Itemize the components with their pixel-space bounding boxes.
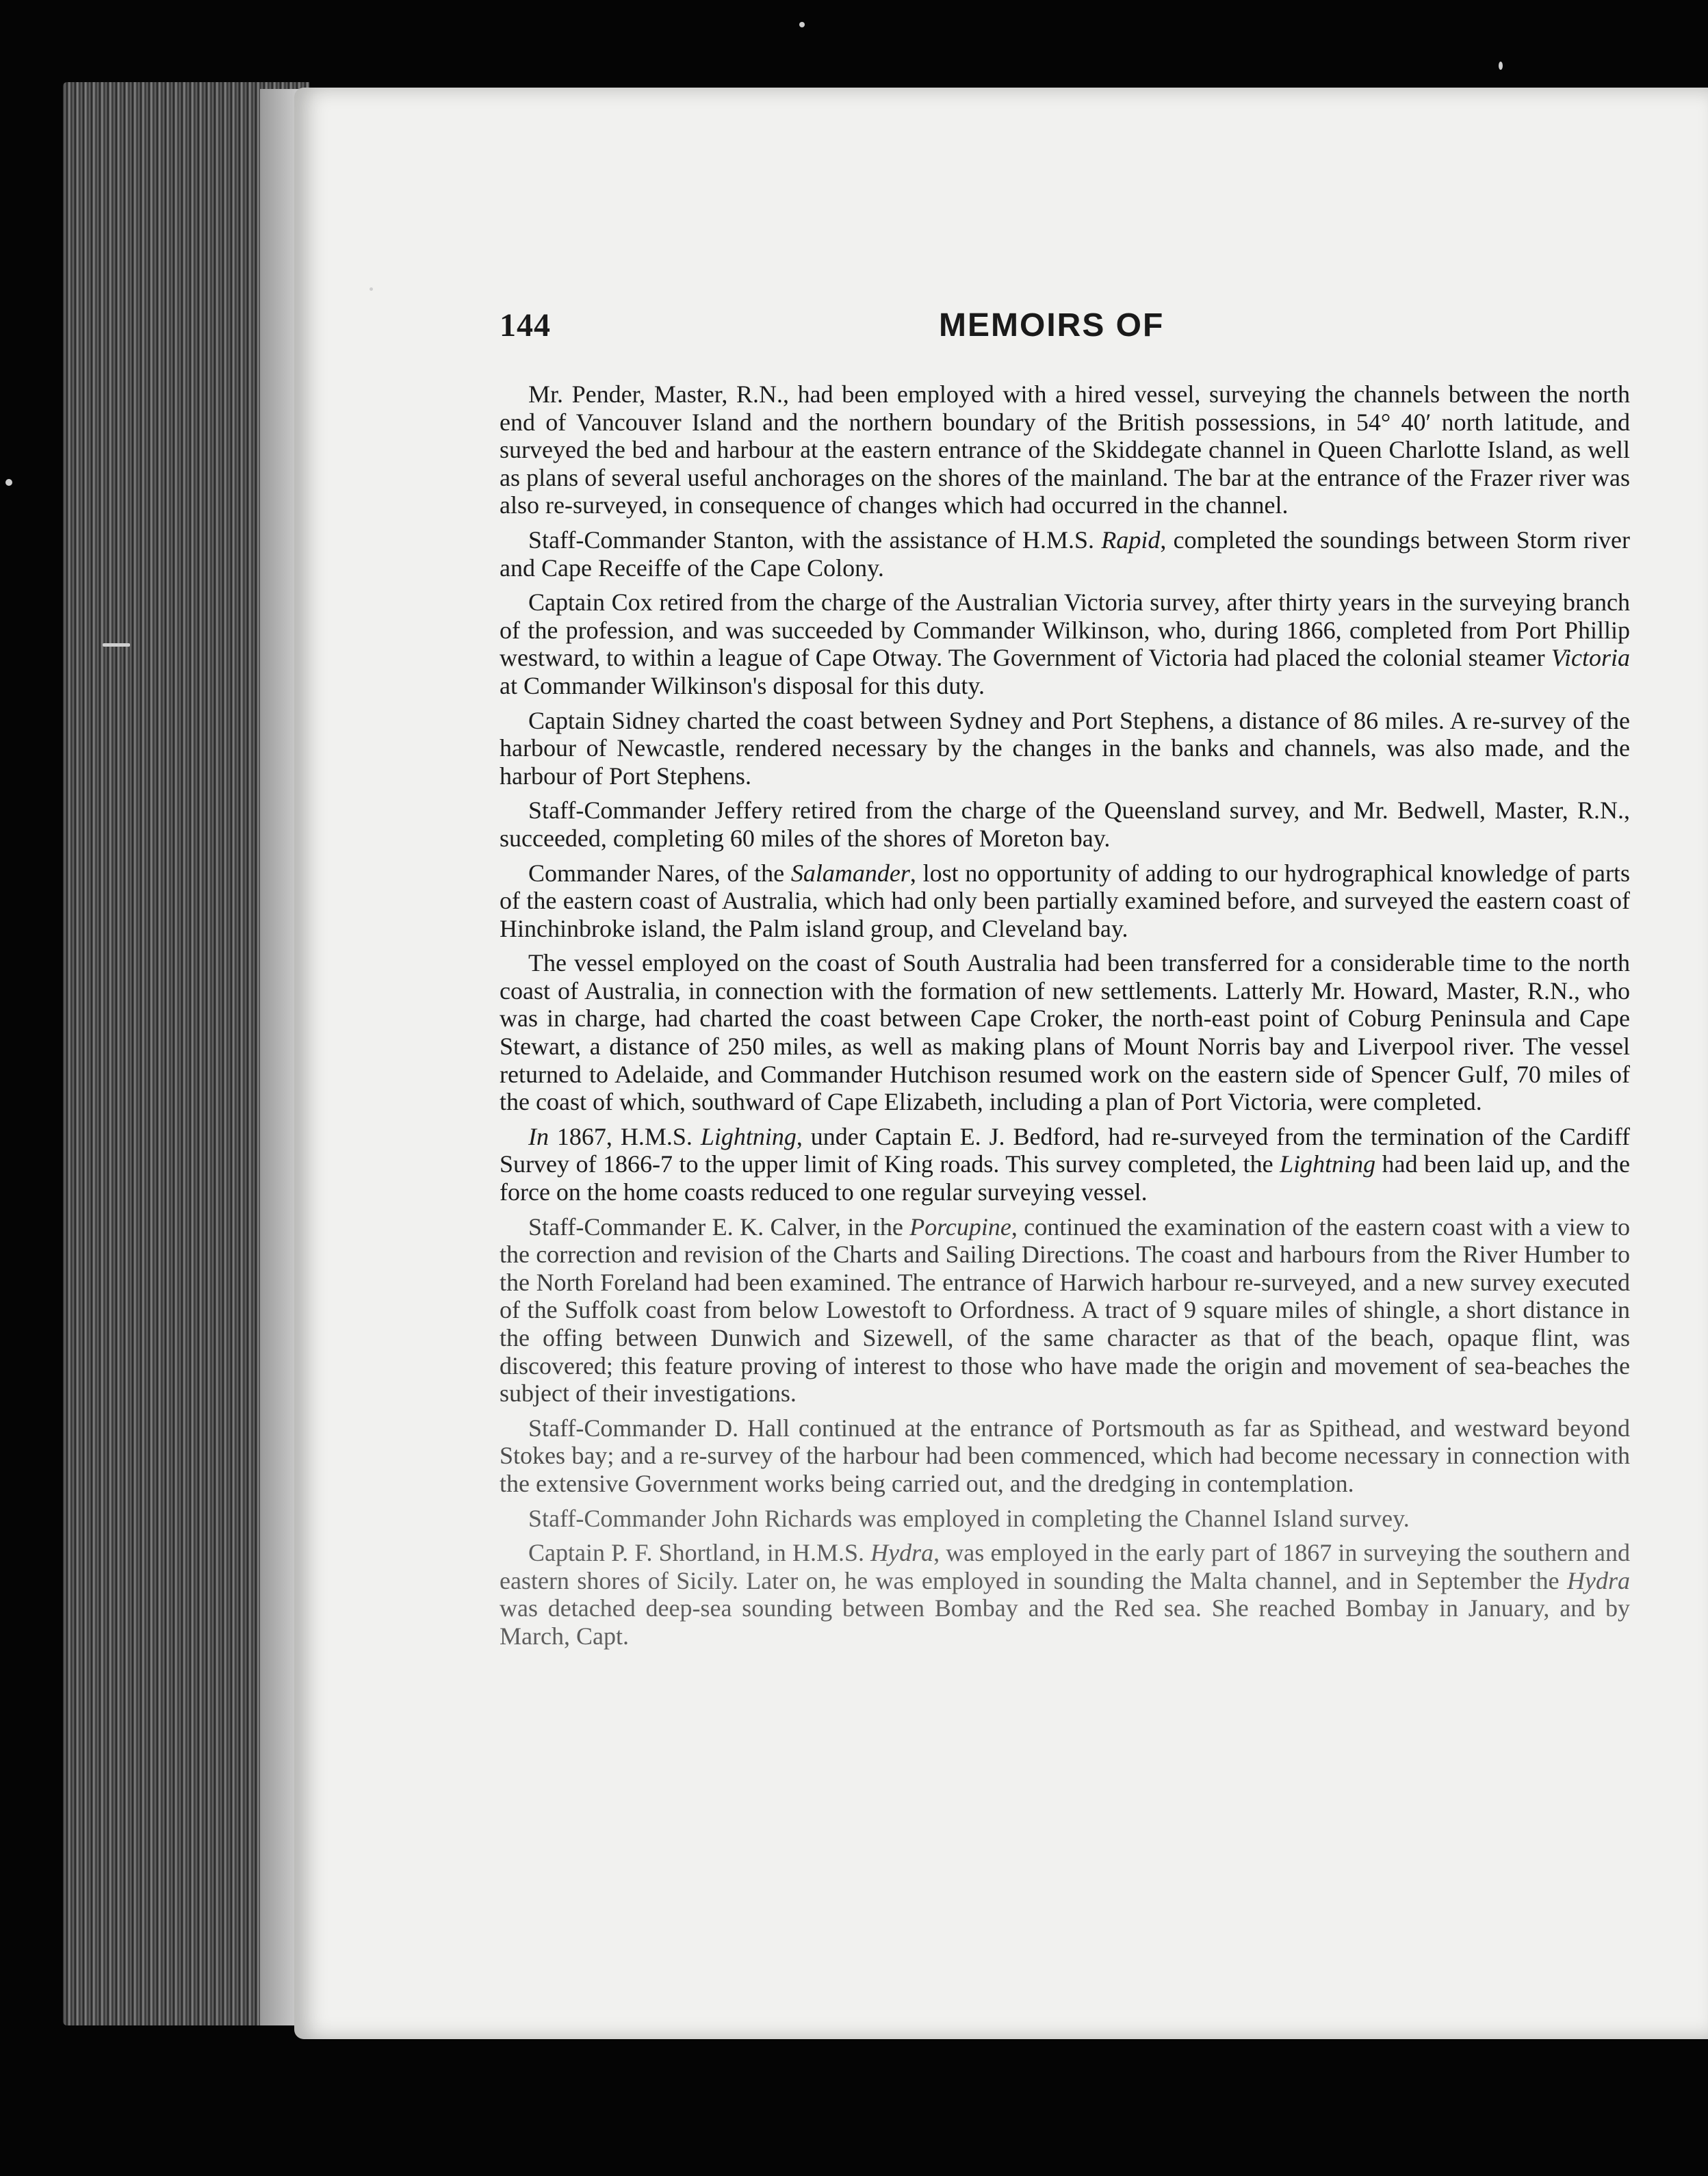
text-segment: , lost no opportunity of adding to our hydrographical knowledge of parts of the eastern coast of Australia, which had only been partially examined before, and surveyed the eastern coast of Hinchinbroke island, the Palm island group, and Cleveland bay. bbox=[500, 859, 1630, 942]
text-segment: Captain P. F. Shortland, in H.M.S. bbox=[528, 1539, 871, 1567]
text-segment: 1867, H.M.S. bbox=[549, 1122, 701, 1150]
italic-text: Porcupine bbox=[909, 1213, 1011, 1241]
dust-speck bbox=[1499, 62, 1503, 70]
italic-text: Rapid bbox=[1101, 526, 1161, 554]
text-segment: Staff-Commander D. Hall continued at the entrance of Portsmouth as far as Spithead, and westward beyond Stokes bay; and a re-survey of the harbour had been commenced, which had become necessary in connection with the extensive Government works being carried out, and the dredging in contemplation. bbox=[500, 1414, 1630, 1497]
text-segment: , completed the soundings between Storm river and Cape Receiffe of the Cape Colony. bbox=[500, 526, 1630, 582]
italic-text: In bbox=[528, 1122, 549, 1150]
italic-text: Hydra bbox=[870, 1539, 934, 1567]
paragraph bbox=[500, 1505, 1630, 1533]
paragraph bbox=[500, 1123, 1630, 1206]
text-segment: had been laid up, and the force on the home coasts reduced to one regular surveying vessel. bbox=[500, 1150, 1630, 1206]
text-segment: , continued the examination of the eastern coast with a view to the correction and revision of the Charts and Sailing Directions. The coast and harbours from the River Humber to the North Foreland had been examined. The entrance of Harwich harbour re-surveyed, and a new survey executed of the Suffolk coast from below Lowestoft to Orfordness. A tract of 9 square miles of shingle, a short distance in the offing between Dunwich and Sizewell, of the same character as that of the beach, opaque flint, was discovered; this feature proving of interest to those who have made the origin and movement of sea-beaches the subject of their investigations. bbox=[500, 1213, 1630, 1408]
text-segment: , under Captain E. J. Bedford, had re-surveyed from the termination of the Cardiff Survey of 1866-7 to the upper limit of King roads. This survey completed, the bbox=[500, 1122, 1630, 1178]
paragraph bbox=[500, 588, 1630, 699]
paragraph bbox=[500, 707, 1630, 790]
text-segment: Staff-Commander Stanton, with the assistance of H.M.S. bbox=[528, 526, 1102, 554]
running-head: MEMOIRS OF bbox=[939, 307, 1165, 344]
text-segment: at Commander Wilkinson's disposal for this duty. bbox=[500, 671, 985, 699]
text-segment: Staff-Commander E. K. Calver, in the bbox=[528, 1213, 910, 1241]
italic-text: Lightning bbox=[700, 1122, 797, 1150]
text-segment: Staff-Commander John Richards was employed in completing the Channel Island survey. bbox=[528, 1504, 1410, 1532]
paragraph bbox=[500, 859, 1630, 943]
page-number: 144 bbox=[500, 307, 551, 344]
paragraph bbox=[500, 380, 1630, 519]
italic-text: Lightning bbox=[1280, 1150, 1376, 1178]
dust-speck bbox=[103, 643, 130, 647]
dust-speck bbox=[5, 479, 12, 486]
text-segment: , was employed in the early part of 1867 in surveying the southern and eastern shores of Sicily. Later on, he was employed in sounding the Malta channel, and in September the bbox=[500, 1539, 1630, 1594]
text-segment: Mr. Pender, Master, R.N., had been employed with a hired vessel, surveying the channels between the north end of Vancouver Island and the northern boundary of the British possessions, in 54° 40′ north latitude, and surveyed the bed and harbour at the eastern entrance of the Skiddegate channel in Queen Charlotte Island, as well as plans of several useful anchorages on the shores of the mainland. The bar at the entrance of the Frazer river was also re-surveyed, in consequence of changes which had occurred in the channel. bbox=[500, 380, 1630, 519]
text-segment: Captain Cox retired from the charge of the Australian Victoria survey, after thirty years in the surveying branch of the profession, and was succeeded by Commander Wilkinson, who, during 1866, completed from Port Phillip westward, to within a league of Cape Otway. The Government of Victoria had placed the colonial steamer bbox=[500, 588, 1630, 672]
italic-text: Hydra bbox=[1567, 1566, 1630, 1594]
paragraph bbox=[500, 949, 1630, 1116]
text-segment: was detached deep-sea sounding between Bombay and the Red sea. She reached Bombay in January, and by March, Capt. bbox=[500, 1594, 1630, 1650]
body-text bbox=[500, 380, 1630, 1941]
text-segment: Commander Nares, of the bbox=[528, 859, 791, 887]
paragraph bbox=[500, 1539, 1630, 1650]
dust-speck bbox=[799, 22, 805, 27]
dust-speck bbox=[370, 287, 373, 291]
text-segment: The vessel employed on the coast of South Australia had been transferred for a considerable time to the north coast of Australia, in connection with the formation of new settlements. Latterly Mr. Howard, Master, R.N., who was in charge, had charted the coast between Cape Croker, the north-east point of Coburg Peninsula and Cape Stewart, a distance of 250 miles, as well as making plans of Mount Norris bay and Liverpool river. The vessel returned to Adelaide, and Commander Hutchison resumed work on the eastern side of Spencer Gulf, 70 miles of the coast of which, southward of Cape Elizabeth, including a plan of Port Victoria, were completed. bbox=[500, 949, 1630, 1116]
paragraph bbox=[500, 526, 1630, 582]
text-segment: Staff-Commander Jeffery retired from the charge of the Queensland survey, and Mr. Bedwell, Master, R.N., succeeded, completing 60 miles of the shores of Moreton bay. bbox=[500, 796, 1630, 852]
italic-text: Victoria bbox=[1551, 644, 1630, 672]
paragraph bbox=[500, 796, 1630, 852]
paragraph bbox=[500, 1213, 1630, 1408]
paragraph bbox=[500, 1414, 1630, 1498]
text-segment: Captain Sidney charted the coast between Sydney and Port Stephens, a distance of 86 miles. A re-survey of the harbour of Newcastle, rendered necessary by the changes in the banks and channels, was also made, and the harbour of Port Stephens. bbox=[500, 706, 1630, 790]
italic-text: Salamander bbox=[790, 859, 910, 887]
